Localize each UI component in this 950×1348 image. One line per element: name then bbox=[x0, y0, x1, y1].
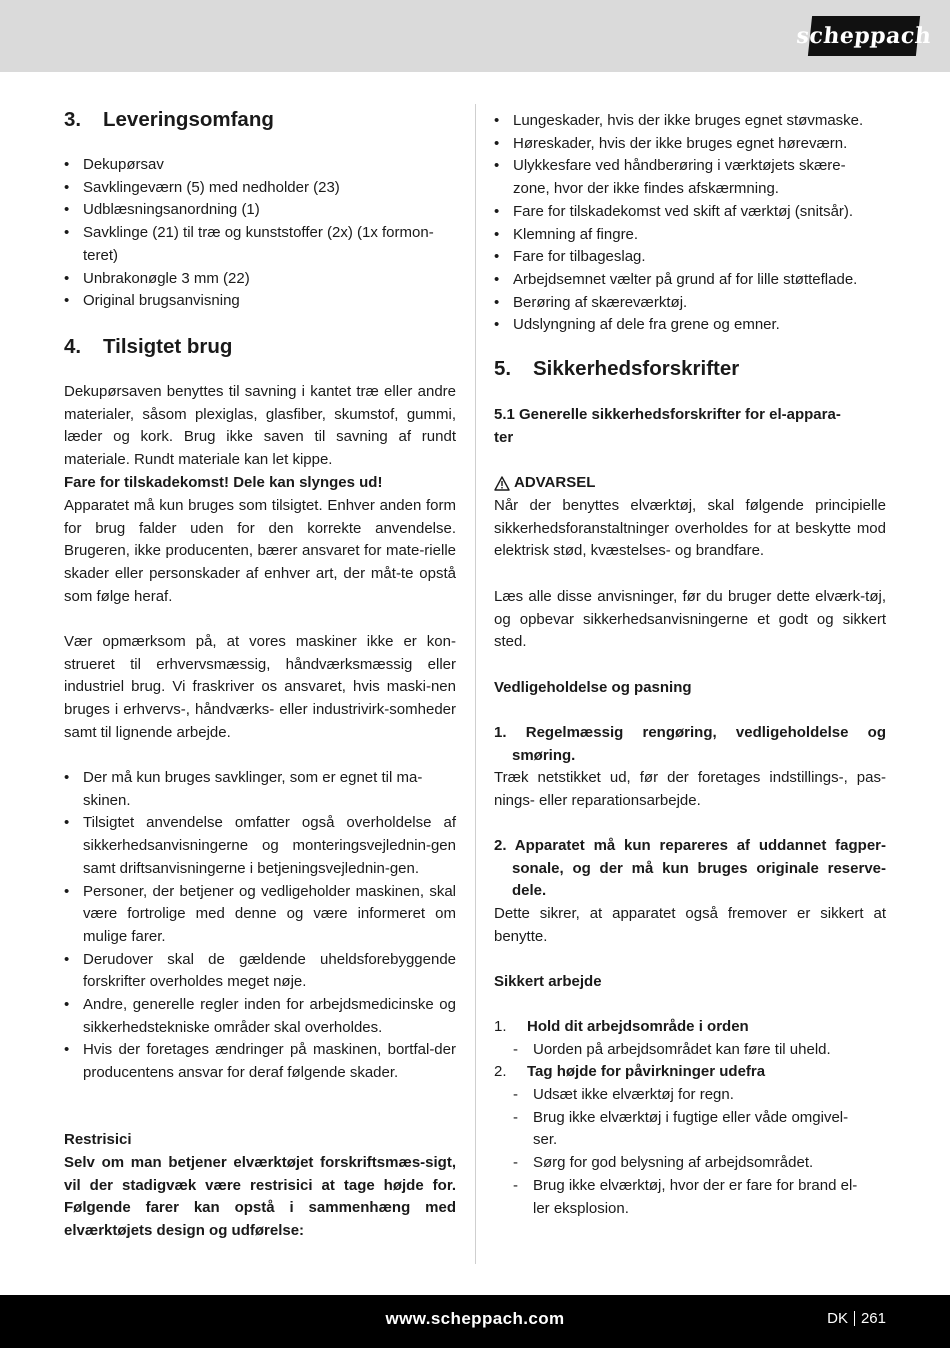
list-item: - Brug ikke elværktøj i fugtige eller våde omgivel- ser. bbox=[512, 1107, 886, 1152]
list-item: • Arbejdsemnet vælter på grund af for lille støtteflade. bbox=[494, 269, 886, 292]
list-item: • Fare for tilbageslag. bbox=[494, 246, 886, 269]
warning-triangle-icon bbox=[494, 476, 510, 491]
list-item: - Brug ikke elværktøj, hvor der er fare for brand el- ler eksplosion. bbox=[512, 1175, 886, 1220]
section-5-heading bbox=[494, 356, 739, 382]
list-item: • Fare for tilskadekomst ved skift af værktøj (snitsår). bbox=[494, 201, 886, 224]
list-item: • Udslyngning af dele fra grene og emner. bbox=[494, 314, 886, 337]
page-separator bbox=[854, 1311, 855, 1326]
section-number: 4. bbox=[64, 335, 82, 358]
list-item: • Hvis der foretages ændringer på maskinen, bortfal-der producentens ansvar for deraf følgende skader. bbox=[64, 1039, 456, 1084]
safe-work-item-1-list bbox=[512, 1039, 886, 1062]
brand-logo: scheppach bbox=[808, 16, 920, 56]
list-item: • Savklinge (21) til træ og kunststoffer (2x) (1x formon- teret) bbox=[64, 222, 456, 267]
item-number: 1. bbox=[494, 1018, 507, 1035]
section-title: Tilsigtet brug bbox=[103, 335, 233, 358]
list-item: - Udsæt ikke elværktøj for regn. bbox=[512, 1084, 886, 1107]
maintenance-item-2-text: Dette sikrer, at apparatet også fremover er sikkert at benytte. bbox=[494, 905, 886, 945]
list-item: • Udblæsningsanordning (1) bbox=[64, 199, 456, 222]
safe-work-item-1-heading bbox=[494, 1016, 749, 1039]
column-divider bbox=[475, 104, 476, 1264]
section-number: 3. bbox=[64, 108, 82, 131]
injury-warning: Fare for tilskadekomst! Dele kan slynges ud! bbox=[64, 474, 383, 491]
subsection-5-1-heading: 5.1 Generelle sikkerhedsforskrifter for el-appara- ter bbox=[494, 406, 841, 446]
residual-risks-title: Restrisici bbox=[64, 1131, 132, 1148]
safe-work-item-2-list bbox=[512, 1084, 886, 1220]
intended-use-paragraph: Dekupørsaven benyttes til savning i kantet træ eller andre materialer, såsom plexiglas, glasfiber, skumstof, gummi, læder og kork. Brug ikke saven til savning af rundt materiale. Rundt materiale kan let kippe. bbox=[64, 383, 456, 469]
maintenance-item-2-title: 2. Apparatet må kun repareres af uddannet fagper-sonale, og der må kun bruges originale reserve-dele. bbox=[494, 837, 886, 900]
list-item: • Der må kun bruges savklinger, som er egnet til ma- skinen. bbox=[64, 767, 456, 812]
safe-work-item-2-heading bbox=[494, 1061, 765, 1084]
list-item: • Lungeskader, hvis der ikke bruges egnet støvmaske. bbox=[494, 110, 886, 133]
commercial-use-paragraph: Vær opmærksom på, at vores maskiner ikke er kon-strueret til erhvervsmæssig, håndværksmæssig eller industriel brug. Vi fraskriver os ansvaret, hvis maski-nen bruges i erhvervs-, håndværks- eller industrivirk-somheder samt til lignende arbejde. bbox=[64, 633, 456, 741]
list-item: • Unbrakonøgle 3 mm (22) bbox=[64, 268, 456, 291]
list-item: • Høreskader, hvis der ikke bruges egnet høreværn. bbox=[494, 133, 886, 156]
list-item: • Berøring af skæreværktøj. bbox=[494, 292, 886, 315]
warning-text: Når der benyttes elværktøj, skal følgende principielle sikkerhedsforanstaltninger overholdes for at beskytte mod elektrisk stød, kvæstelses- og brandfare. bbox=[494, 497, 886, 560]
residual-risks-text: Selv om man betjener elværktøjet forskriftsmæs-sigt, vil der stadigvæk være restrisici at tage højde for. Følgende farer kan opstå i sammenhæng med elværktøjets design og udførelse: bbox=[64, 1154, 456, 1240]
item-number: 2. bbox=[494, 1063, 507, 1080]
list-item: • Original brugsanvisning bbox=[64, 290, 456, 313]
list-item: - Sørg for god belysning af arbejdsområdet. bbox=[512, 1152, 886, 1175]
read-instructions-text: Læs alle disse anvisninger, før du bruger dette elværk-tøj, og opbevar sikkerhedsanvisningerne et godt og sikkert sted. bbox=[494, 588, 886, 651]
list-item: • Andre, generelle regler inden for arbejdsmedicinske og sikkerhedstekniske områder skal overholdes. bbox=[64, 994, 456, 1039]
page-indicator bbox=[827, 1310, 886, 1327]
maintenance-title: Vedligeholdelse og pasning bbox=[494, 679, 692, 696]
list-item: • Derudover skal de gældende uheldsforebyggende forskrifter overholdes meget nøje. bbox=[64, 949, 456, 994]
warning-label-text: ADVARSEL bbox=[514, 474, 596, 491]
section-4-heading bbox=[64, 334, 232, 360]
list-item: • Ulykkesfare ved håndberøring i værktøjets skære- zone, hvor der ikke findes afskærmning. bbox=[494, 155, 886, 200]
maintenance-item-1-text: Træk netstikket ud, før der foretages indstillings-, pas-nings- eller reparationsarbejde. bbox=[494, 769, 886, 809]
section-title: Sikkerhedsforskrifter bbox=[533, 357, 740, 380]
safe-work-title: Sikkert arbejde bbox=[494, 973, 602, 990]
language-code: DK bbox=[827, 1310, 848, 1327]
delivery-list bbox=[64, 154, 456, 313]
website-link[interactable]: www.scheppach.com bbox=[385, 1309, 565, 1328]
intended-use-list bbox=[64, 767, 456, 1085]
liability-paragraph: Apparatet må kun bruges som tilsigtet. Enhver anden form for brug falder uden for den korrekte anvendelse. Brugeren, ikke producenten, bærer ansvaret for mate-rielle skader eller personskader af enhver art, der måt-te opstå som følge heraf. bbox=[64, 497, 456, 605]
list-item: • Personer, der betjener og vedligeholder maskinen, skal være fortrolige med denne og være informeret om mulige farer. bbox=[64, 881, 456, 949]
list-item: - Uorden på arbejdsområdet kan føre til uheld. bbox=[512, 1039, 886, 1062]
section-3-heading bbox=[64, 107, 274, 133]
header-bar bbox=[0, 0, 950, 72]
warning-label bbox=[494, 472, 595, 495]
list-item: • Tilsigtet anvendelse omfatter også overholdelse af sikkerhedsanvisningerne og monteringsvejlednin-gen samt driftsanvisningerne i betjeningsvejlednin-gen. bbox=[64, 812, 456, 880]
section-title: Leveringsomfang bbox=[103, 108, 274, 131]
list-item: • Dekupørsav bbox=[64, 154, 456, 177]
page-number: 261 bbox=[860, 1310, 886, 1327]
footer-bar bbox=[0, 1295, 950, 1348]
item-title: Tag højde for påvirkninger udefra bbox=[527, 1063, 766, 1080]
item-title: Hold dit arbejdsområde i orden bbox=[527, 1018, 749, 1035]
list-item: • Klemning af fingre. bbox=[494, 224, 886, 247]
maintenance-item-1-title: 1. Regelmæssig rengøring, vedligeholdelse og smøring. bbox=[494, 724, 886, 764]
list-item: • Savklingeværn (5) med nedholder (23) bbox=[64, 177, 456, 200]
section-number: 5. bbox=[494, 357, 512, 380]
risk-list bbox=[494, 110, 886, 337]
